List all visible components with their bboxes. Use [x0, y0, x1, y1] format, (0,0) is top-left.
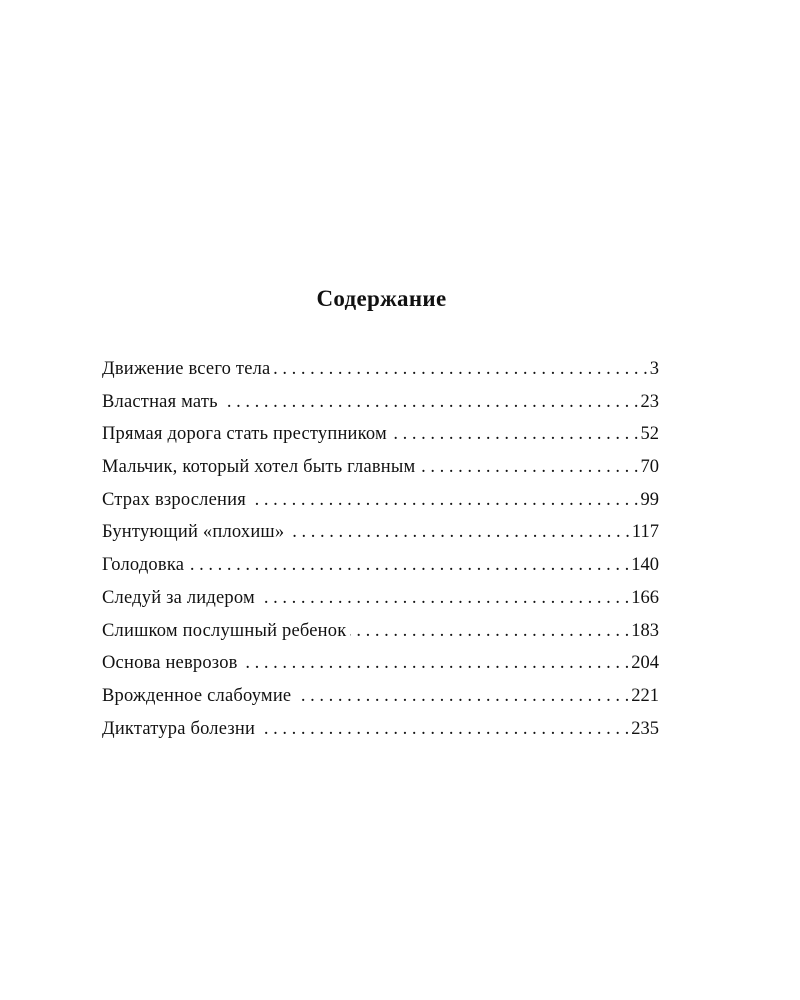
toc-page-number: 52 [640, 424, 659, 445]
table-of-contents [102, 355, 659, 747]
toc-entry[interactable] [102, 584, 659, 617]
toc-entry[interactable] [102, 453, 659, 486]
toc-page-number: 221 [631, 685, 659, 706]
dot-leader [259, 584, 629, 612]
dot-leader [274, 355, 647, 383]
toc-page-number: 117 [631, 522, 659, 543]
toc-page-number: 70 [640, 457, 659, 478]
dot-leader [295, 682, 629, 710]
toc-entry[interactable] [102, 420, 659, 453]
toc-entry[interactable] [102, 486, 659, 519]
dot-leader [350, 617, 629, 645]
toc-entry-title: Движение всего тела [102, 359, 271, 379]
toc-entry[interactable] [102, 682, 659, 715]
toc-entry[interactable] [102, 518, 659, 551]
toc-entry[interactable] [102, 551, 659, 584]
toc-entry[interactable] [102, 649, 659, 682]
toc-entry-title: Диктатура болезни [102, 718, 256, 739]
toc-page-number: 204 [631, 653, 659, 674]
toc-entry-title: Слишком послушный ребенок [102, 620, 347, 641]
toc-entry[interactable] [102, 715, 659, 748]
dot-leader [419, 453, 638, 481]
page-title: Содержание [316, 286, 447, 311]
toc-entry[interactable] [102, 355, 659, 388]
toc-entry-title: Бунтующий «плохиш» [102, 522, 285, 543]
dot-leader [222, 388, 639, 416]
dot-leader [242, 649, 630, 677]
toc-entry[interactable] [102, 388, 659, 421]
dot-leader [259, 715, 629, 743]
toc-entry-title: Прямая дорога стать преступником [102, 424, 387, 445]
toc-page-number: 99 [640, 489, 659, 510]
toc-page-number: 183 [631, 620, 659, 641]
toc-page-number: 23 [640, 391, 659, 412]
toc-entry-title: Мальчик, который хотел быть главным [102, 457, 416, 478]
dot-leader [188, 551, 629, 579]
toc-page-number: 140 [631, 555, 659, 576]
toc-entry[interactable] [102, 617, 659, 650]
toc-page-number: 3 [649, 359, 659, 379]
toc-page-number: 235 [631, 718, 659, 739]
dot-leader [391, 420, 639, 448]
toc-entry-title: Врожденное слабоумие [102, 685, 292, 706]
toc-entry-title: Властная мать [102, 391, 218, 412]
dot-leader [250, 486, 639, 514]
toc-entry-title: Страх взросления [102, 489, 246, 510]
toc-entry-title: Основа неврозов [102, 653, 238, 674]
toc-page-number: 166 [631, 587, 659, 608]
toc-entry-title: Голодовка [102, 555, 185, 576]
dot-leader [288, 518, 630, 546]
toc-entry-title: Следуй за лидером [102, 587, 255, 608]
